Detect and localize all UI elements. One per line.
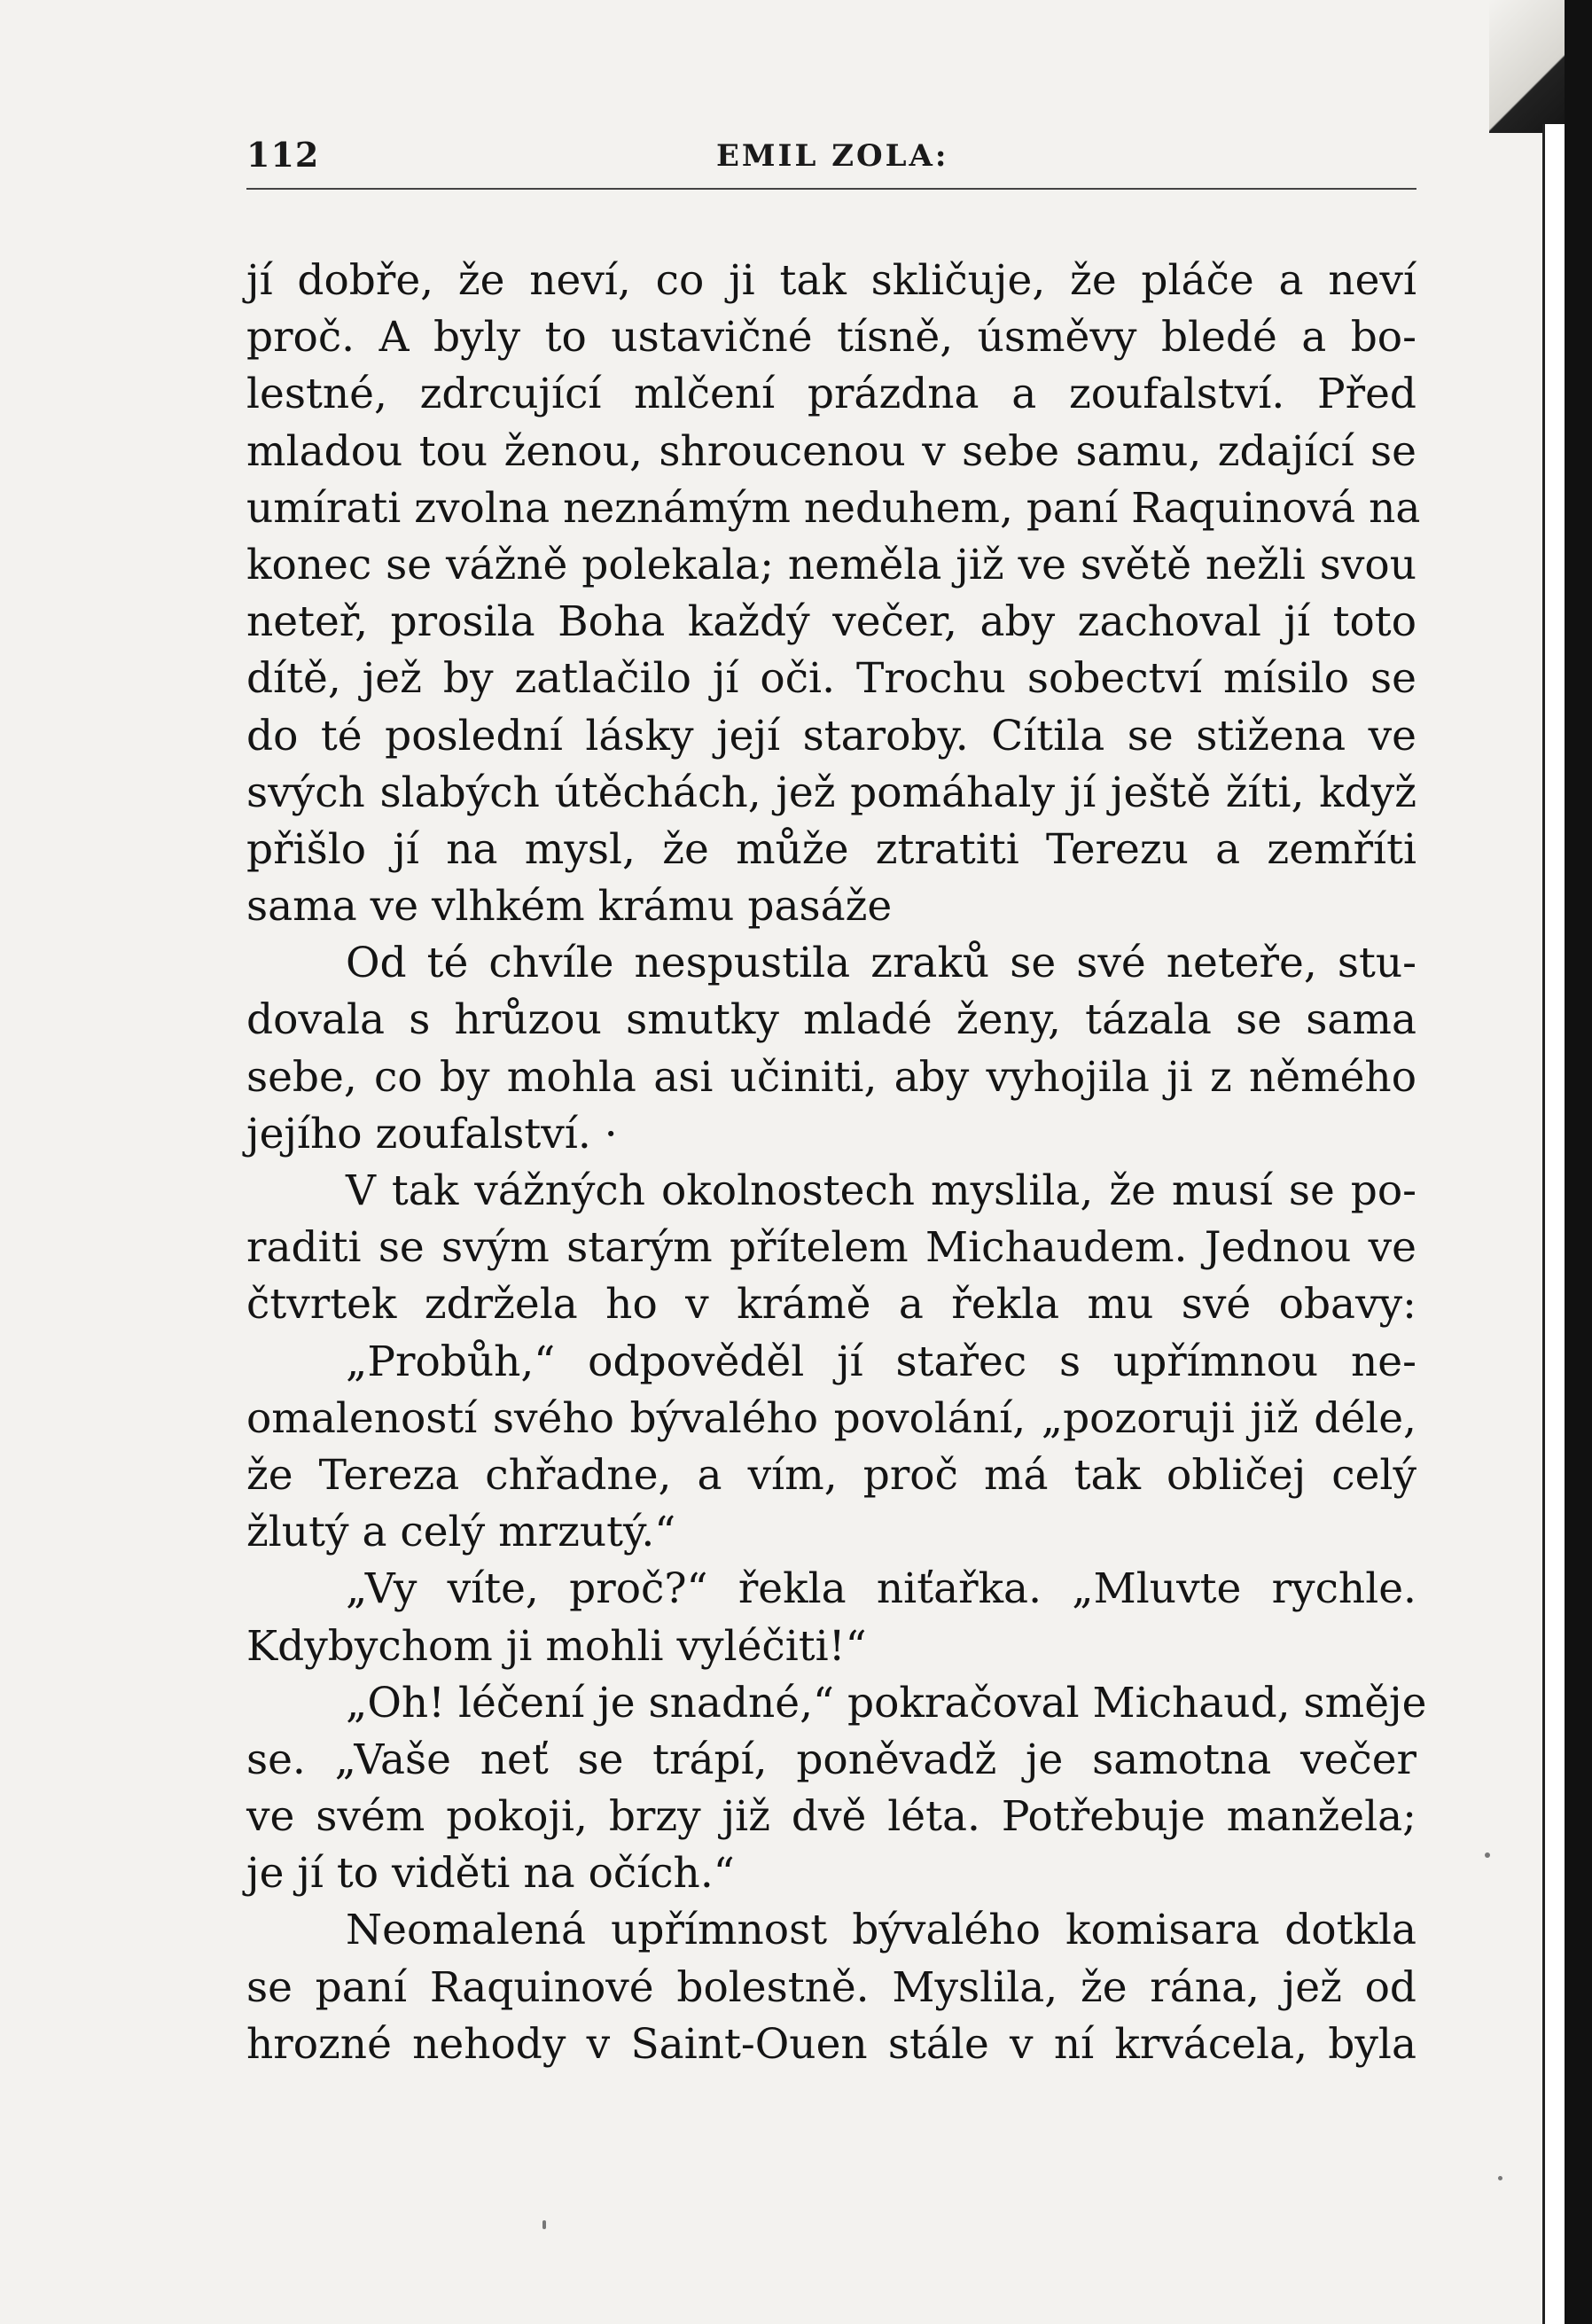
text-line: konec se vážně polekala; neměla již ve světě nežli svou	[246, 540, 1416, 589]
text-line: raditi se svým starým přítelem Michaudem. Jednou ve	[246, 1223, 1416, 1273]
text-line: se. „Vaše neť se trápí, poněvadž je samotna večer	[246, 1735, 1416, 1784]
running-header	[246, 135, 1416, 190]
text-line: dítě, jež by zatlačilo jí oči. Trochu sobectví mísilo se	[246, 654, 1416, 704]
page-number: 112	[246, 135, 320, 175]
text-line: čtvrtek zdržela ho v krámě a řekla mu své obavy:	[246, 1280, 1416, 1330]
text-line: do té poslední lásky její staroby. Cítila se stižena ve	[246, 711, 1416, 760]
text-line: „Vy víte, proč?“ řekla niťařka. „Mluvte rychle.	[346, 1564, 1416, 1614]
text-line: V tak vážných okolnostech myslila, že musí se po-	[346, 1166, 1416, 1215]
text-line: přišlo jí na mysl, že může ztratiti Terezu a zemříti	[246, 824, 1416, 874]
text-line: Kdybychom ji mohli vyléčiti!“	[246, 1621, 867, 1671]
body-text	[246, 253, 1427, 2073]
text-line: jí dobře, že neví, co ji tak skličuje, že pláče a neví	[246, 256, 1416, 305]
text-line: žlutý a celý mrzutý.“	[246, 1508, 676, 1557]
text-line: Od té chvíle nespustila zraků se své neteře, stu-	[346, 939, 1416, 988]
text-line: se paní Raquinové bolestně. Myslila, že rána, jež od	[246, 1962, 1416, 2012]
text-line: mladou tou ženou, shroucenou v sebe samu, zdající se	[246, 426, 1416, 476]
text-line: ve svém pokoji, brzy již dvě léta. Potřebuje manžela;	[246, 1792, 1416, 1842]
text-line: „Probůh,“ odpověděl jí stařec s upřímnou ne-	[346, 1337, 1416, 1386]
text-line: proč. A byly to ustavičné tísně, úsměvy bledé a bo-	[246, 313, 1416, 363]
text-line: „Oh! léčení je snadné,“ pokračoval Michaud, směje	[346, 1678, 1427, 1727]
text-line: sebe, co by mohla asi učiniti, aby vyhojila ji z němého	[246, 1052, 1416, 1102]
text-line: jejího zoufalství. ·	[246, 1109, 618, 1158]
text-line: svých slabých útěchách, jež pomáhaly jí ještě žíti, když	[246, 768, 1416, 817]
text-line: sama ve vlhkém krámu pasáže	[246, 882, 893, 932]
text-line: je jí to viděti na očích.“	[246, 1849, 735, 1899]
scan-speck	[1498, 2176, 1502, 2180]
running-title: EMIL ZOLA:	[716, 138, 949, 174]
text-line: omaleností svého bývalého povolání, „pozoruji již déle,	[246, 1393, 1416, 1443]
text-line: že Tereza chřadne, a vím, proč má tak obličej celý	[246, 1450, 1416, 1500]
scan-speck	[542, 2220, 546, 2229]
text-line: lestné, zdrcující mlčení prázdna a zoufalství. Před	[246, 370, 1416, 419]
text-line: hrozné nehody v Saint-Ouen stále v ní krvácela, byla	[246, 2019, 1416, 2069]
text-line: Neomalená upřímnost bývalého komisara dotkla	[346, 1906, 1416, 1955]
text-line: umírati zvolna neznámým neduhem, paní Raquinová na	[246, 483, 1421, 533]
scan-speck	[1485, 1852, 1490, 1858]
scan-edge-shadow	[1565, 0, 1592, 2324]
text-line: neteř, prosila Boha každý večer, aby zachoval jí toto	[246, 597, 1416, 647]
text-line: dovala s hrůzou smutky mladé ženy, tázala se sama	[246, 995, 1416, 1045]
